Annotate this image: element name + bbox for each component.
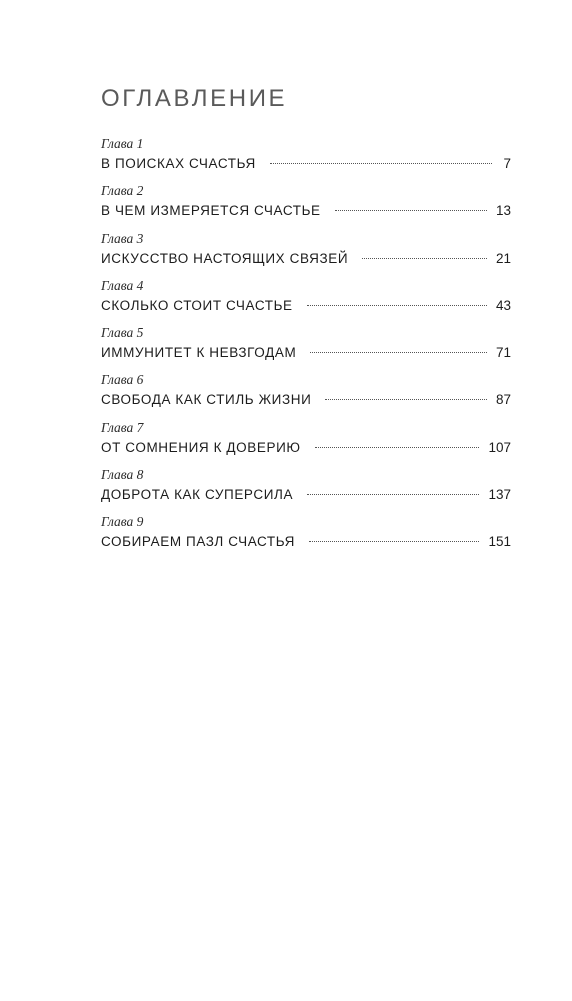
toc-entry-5[interactable] <box>101 324 511 371</box>
page-number: 43 <box>495 297 511 313</box>
toc-entry-9[interactable] <box>101 513 511 560</box>
entry-title: ОТ СОМНЕНИЯ К ДОВЕРИЮ <box>101 439 301 455</box>
chapter-label: Глава 5 <box>101 325 144 340</box>
entry-line <box>101 436 511 460</box>
page-number: 71 <box>495 345 511 360</box>
dot-leader <box>310 352 487 353</box>
entry-title: ДОБРОТА КАК СУПЕРСИЛА <box>101 486 294 502</box>
dot-leader <box>315 447 480 448</box>
dot-leader <box>270 163 492 164</box>
chapter-label: Глава 7 <box>101 419 144 435</box>
dot-leader <box>307 494 479 495</box>
chapter-label: Глава 2 <box>101 183 144 199</box>
entry-line <box>101 530 511 554</box>
toc-entry-4[interactable] <box>101 277 511 324</box>
chapter-label: Глава 1 <box>101 136 144 151</box>
page-number: 87 <box>495 392 511 408</box>
dot-leader <box>307 305 487 306</box>
dot-leader <box>309 541 480 542</box>
toc-entry-1[interactable] <box>101 135 511 182</box>
entry-title: В ПОИСКАХ СЧАСТЬЯ <box>101 156 256 171</box>
entry-line <box>101 388 511 412</box>
chapter-label: Глава 8 <box>101 466 144 482</box>
entry-title: В ЧЕМ ИЗМЕРЯЕТСЯ СЧАСТЬЕ <box>101 203 321 219</box>
toc-entry-7[interactable] <box>101 419 511 466</box>
toc-heading: ОГЛАВЛЕНИЕ <box>101 85 288 112</box>
toc-entry-6[interactable] <box>101 371 511 418</box>
entry-line <box>101 247 511 271</box>
chapter-label: Глава 4 <box>101 277 144 293</box>
page-number: 7 <box>503 156 511 171</box>
page-number: 151 <box>488 534 511 549</box>
entry-line <box>101 483 511 507</box>
dot-leader <box>362 258 487 259</box>
chapter-label: Глава 9 <box>101 514 144 529</box>
page-number: 137 <box>488 486 511 502</box>
entry-title: ИММУНИТЕТ К НЕВЗГОДАМ <box>101 345 297 360</box>
toc-entry-8[interactable] <box>101 466 511 513</box>
toc-entry-3[interactable] <box>101 230 511 277</box>
page-number: 21 <box>495 250 511 266</box>
chapter-label: Глава 6 <box>101 372 144 388</box>
chapter-label: Глава 3 <box>101 230 144 246</box>
entry-title: СОБИРАЕМ ПАЗЛ СЧАСТЬЯ <box>101 534 295 549</box>
dot-leader <box>325 399 487 400</box>
entry-line <box>101 199 511 223</box>
entry-line <box>101 294 511 318</box>
dot-leader <box>335 210 487 211</box>
toc-entry-2[interactable] <box>101 182 511 229</box>
entry-title: СКОЛЬКО СТОИТ СЧАСТЬЕ <box>101 297 293 313</box>
toc-list <box>101 135 511 560</box>
entry-line <box>101 152 511 176</box>
page-number: 107 <box>488 439 511 455</box>
page-number: 13 <box>495 203 511 219</box>
entry-title: СВОБОДА КАК СТИЛЬ ЖИЗНИ <box>101 392 312 408</box>
entry-line <box>101 341 511 365</box>
entry-title: ИСКУССТВО НАСТОЯЩИХ СВЯЗЕЙ <box>101 250 349 266</box>
